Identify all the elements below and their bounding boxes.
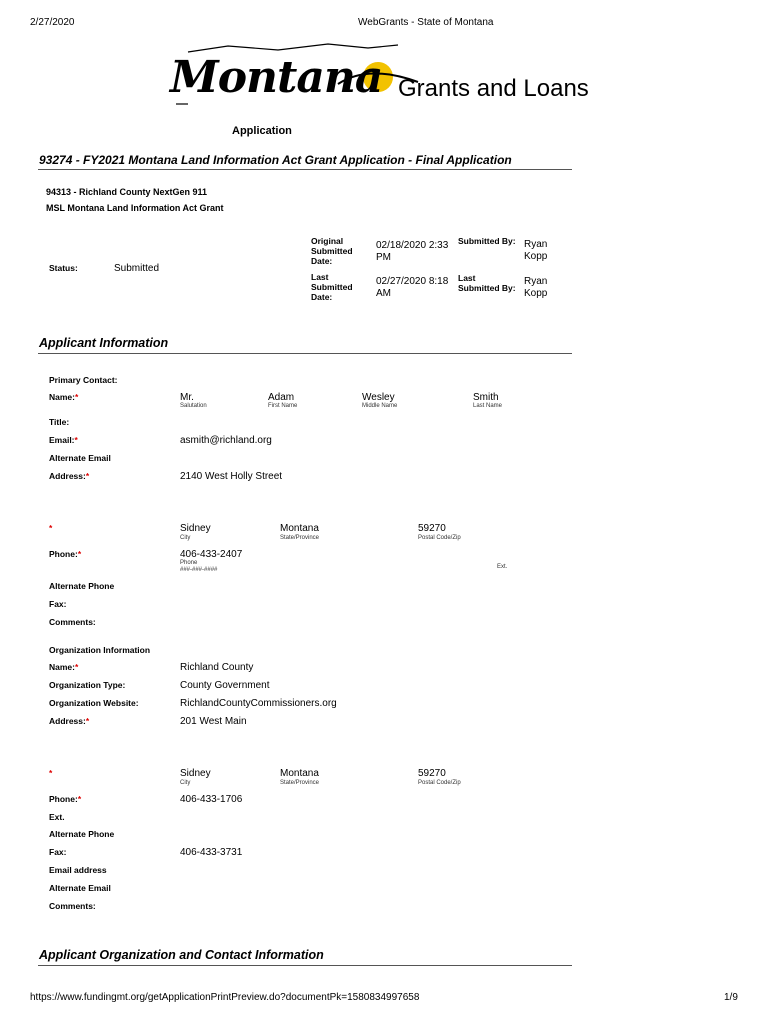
page-heading: Application (232, 125, 292, 137)
salutation-value: Mr. (180, 392, 194, 403)
org-fax-label: Fax: (49, 847, 67, 857)
phone-label: Phone:* (49, 549, 82, 559)
org-zip-value: 59270 (418, 768, 446, 779)
org-type-value: County Government (180, 680, 270, 691)
address-label: Address:* (49, 471, 90, 481)
last-submitted-by-label: Last Submitted By: (458, 273, 516, 293)
org-ext-label: Ext. (49, 812, 65, 822)
phone-value: 406-433-2407 (180, 549, 243, 560)
org-address-label: Address:* (49, 716, 90, 726)
original-submitted-label: Original Submitted Date: (311, 236, 353, 266)
org-phone-value: 406-433-1706 (180, 794, 243, 805)
title-label: Title: (49, 417, 70, 427)
org-website-value: RichlandCountyCommissioners.org (180, 698, 337, 709)
last-name-value: Smith (473, 392, 499, 403)
last-submitted-by-value: Ryan Kopp (524, 276, 548, 299)
original-submitted-date: 02/18/2020 2:33 PM (376, 240, 449, 263)
divider (38, 353, 572, 354)
middle-name-value: Wesley (362, 392, 395, 403)
org-state-caption: State/Province (280, 780, 320, 786)
alt-email-label: Alternate Email (49, 453, 111, 463)
status-label: Status: (49, 263, 78, 273)
org-name-label: Name:* (49, 662, 79, 672)
required-marker: * (49, 523, 53, 533)
last-submitted-date: 02/27/2020 8:18 AM (376, 276, 449, 299)
org-type-label: Organization Type: (49, 680, 126, 690)
middle-name-caption: Middle Name (362, 403, 398, 409)
city-caption: City (180, 535, 191, 541)
state-caption: State/Province (280, 535, 320, 541)
page-number: 1/9 (724, 992, 738, 1003)
fax-label: Fax: (49, 599, 67, 609)
email-value: asmith@richland.org (180, 435, 272, 446)
alt-phone-label: Alternate Phone (49, 581, 115, 591)
org-address-value: 201 West Main (180, 716, 247, 727)
print-date: 2/27/2020 (30, 17, 75, 28)
org-state-value: Montana (280, 768, 319, 779)
state-value: Montana (280, 523, 319, 534)
org-zip-caption: Postal Code/Zip (418, 780, 461, 786)
city-value: Sidney (180, 523, 211, 534)
org-name-value: Richland County (180, 662, 254, 673)
org-comments-label: Comments: (49, 901, 96, 911)
logo-text: Grants and Loans (398, 75, 589, 102)
grantee-name: 94313 - Richland County NextGen 911 (46, 187, 208, 197)
print-url: https://www.fundingmt.org/getApplicationPrintPreview.do?documentPk=1580834997658 (30, 992, 420, 1003)
zip-caption: Postal Code/Zip (418, 535, 461, 541)
applicant-section-title: Applicant Information (39, 336, 169, 350)
name-label: Name:* (49, 392, 79, 402)
first-name-caption: First Name (268, 403, 298, 409)
application-title: 93274 - FY2021 Montana Land Information Act Grant Application - Final Application (39, 153, 512, 167)
status-value: Submitted (114, 263, 160, 274)
ext-caption: Ext. (497, 564, 508, 570)
address-value: 2140 West Holly Street (180, 471, 283, 482)
org-city-value: Sidney (180, 768, 211, 779)
org-alt-phone-label: Alternate Phone (49, 829, 115, 839)
primary-contact-heading: Primary Contact: (49, 375, 118, 385)
phone-caption: Phone (180, 560, 198, 566)
org-phone-label: Phone:* (49, 794, 82, 804)
submitted-by-label: Submitted By: (458, 236, 516, 246)
org-city-caption: City (180, 780, 191, 786)
salutation-caption: Salutation (180, 403, 207, 409)
comments-label: Comments: (49, 617, 96, 627)
org-fax-value: 406-433-3731 (180, 847, 243, 858)
required-marker: * (49, 768, 53, 778)
org-alt-email-label: Alternate Email (49, 883, 111, 893)
divider (38, 965, 572, 966)
submitted-by-value: Ryan Kopp (524, 239, 548, 262)
zip-value: 59270 (418, 523, 446, 534)
email-label: Email:* (49, 435, 78, 445)
program-name: MSL Montana Land Information Act Grant (46, 203, 224, 213)
divider (38, 169, 572, 170)
org-info-heading: Organization Information (49, 645, 151, 655)
first-name-value: Adam (268, 392, 295, 403)
logo-script: Montana (170, 52, 383, 103)
contact-section-title: Applicant Organization and Contact Information (39, 948, 324, 962)
last-name-caption: Last Name (473, 403, 503, 409)
phone-format: ###-###-#### (180, 567, 218, 573)
last-submitted-label: Last Submitted Date: (311, 272, 353, 302)
org-email-label: Email address (49, 865, 107, 875)
print-title: WebGrants - State of Montana (358, 17, 494, 28)
org-website-label: Organization Website: (49, 698, 139, 708)
montana-logo (168, 42, 618, 114)
